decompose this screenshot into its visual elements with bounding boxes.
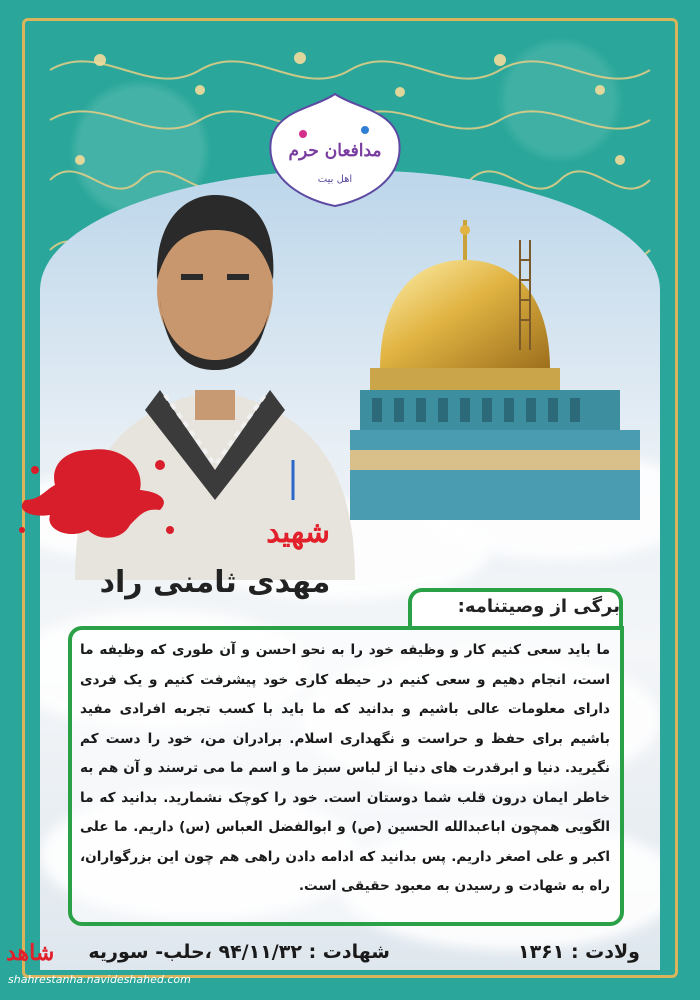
- defenders-of-shrine-logo: [265, 90, 405, 210]
- will-title: برگی از وصیتنامه:: [457, 596, 620, 617]
- martyrdom-date-place: شهادت : ۹۴/۱۱/۳۲ ،حلب- سوریه: [88, 941, 390, 963]
- birth-date: ولادت : ۱۳۶۱: [517, 941, 640, 963]
- logo-sub-text: اهل بیت: [317, 174, 353, 185]
- blood-splatter: [10, 430, 180, 550]
- will-text: ما باید سعی کنیم کار و وظیفه خود را به نحو احسن و آن طوری که وظیفه ما است، انجام دهیم و سعی کنیم در حیطه کاری خود پیشرفت کنیم و یک فردی دارای معلومات عالی باشیم و بدانید که ما باید با کسب تجربه افرادی مفید باشیم برای حفظ و حراست و نگهداری اسلام. برادران من، خود را دست کم نگیرید. دنیا و ابرقدرت های دنیا از لباس سبز ما و اسم ما می ترسند و آن هم به خاطر ایمان درون قلب شما دوستان است. خود را کوچک نشمارید. بدانید که ما الگویی همچون اباعبدالله الحسین (ص) و ابوالفضل العباس (س) داریم. ما علی اکبر و علی اصغر داریم. پس بدانید که ادامه دادن راهی هم چون این بزرگواران، راه به شهادت و رسیدن به معبود حقیقی است.: [80, 642, 610, 894]
- watermark-logo: شاهد: [6, 940, 55, 966]
- martyr-name: مهدی ثامنی راد: [99, 565, 331, 600]
- watermark-url: shahrestanha.navideshahed.com: [8, 973, 191, 986]
- shrine-dome-image: [350, 200, 640, 580]
- martyr-title: شهید: [266, 515, 330, 550]
- logo-text: مدافعان حرم: [288, 141, 382, 161]
